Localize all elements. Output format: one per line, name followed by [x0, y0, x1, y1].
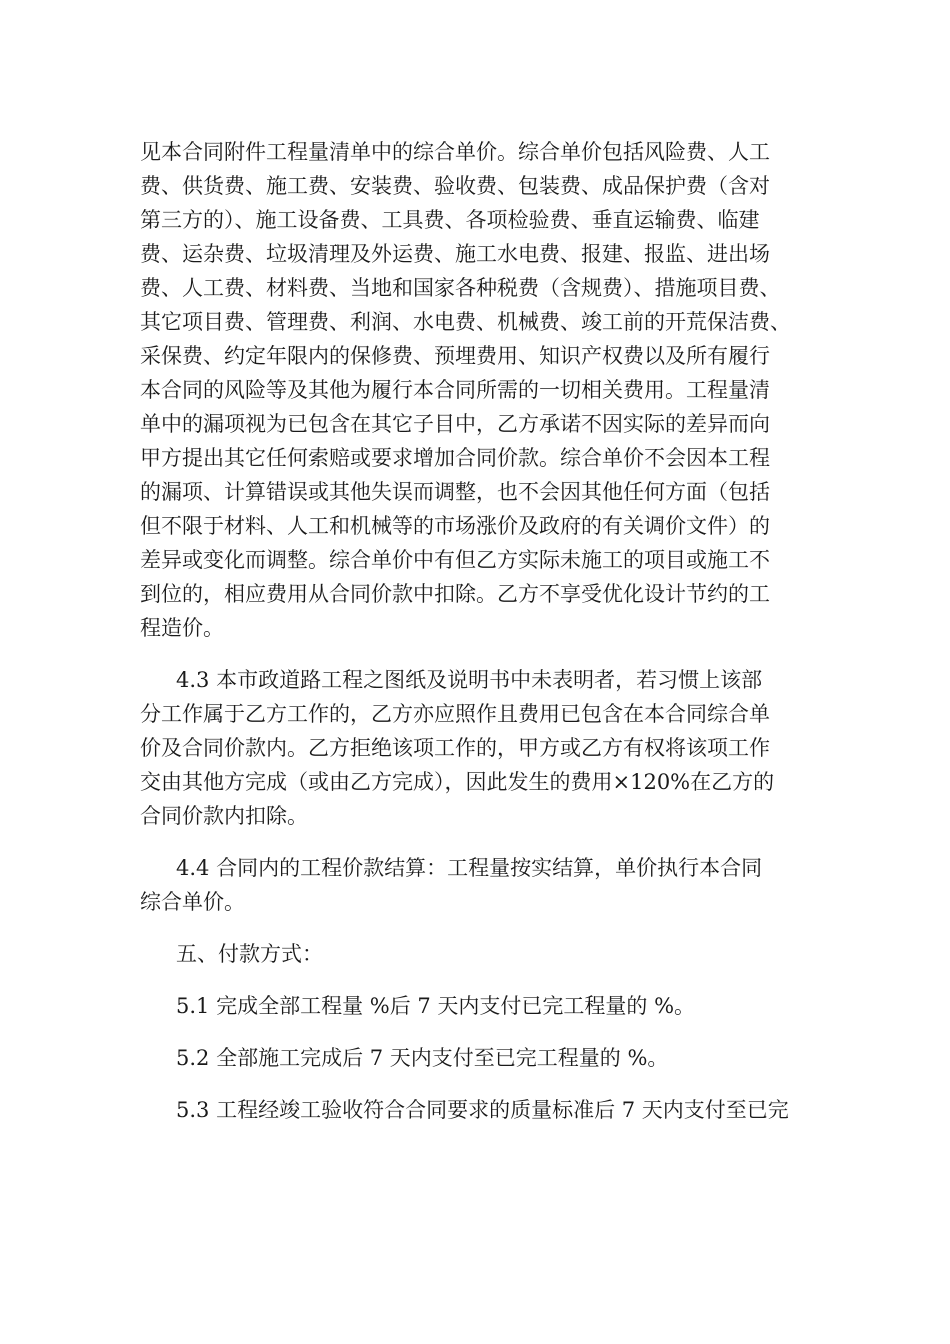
- text-line-1: 见本合同附件工程量清单中的综合单价。综合单价包括风险费、人工: [140, 140, 770, 164]
- text-line-17: 分工作属于乙方工作的，乙方亦应照作且费用已包含在本合同综合单: [140, 702, 770, 726]
- text-line-2: 费、供货费、施工费、安装费、验收费、包装费、成品保护费（含对: [140, 174, 770, 198]
- text-line-14: 到位的，相应费用从合同价款中扣除。乙方不享受优化设计节约的工: [140, 582, 770, 606]
- text-line-26: 5.3 工程经竣工验收符合合同要求的质量标准后 7 天内支付至已完: [176, 1098, 789, 1122]
- text-line-20: 合同价款内扣除。: [140, 804, 308, 828]
- text-line-21: 4.4 合同内的工程价款结算：工程量按实结算，单价执行本合同: [176, 856, 763, 880]
- text-line-10: 甲方提出其它任何索赔或要求增加合同价款。综合单价不会因本工程: [140, 446, 770, 470]
- text-line-11: 的漏项、计算错误或其他失误而调整，也不会因其他任何方面（包括: [140, 480, 770, 504]
- text-line-4: 费、运杂费、垃圾清理及外运费、施工水电费、报建、报监、进出场: [140, 242, 770, 266]
- text-line-16: 4.3 本市政道路工程之图纸及说明书中未表明者，若习惯上该部: [176, 668, 763, 692]
- section-heading: 五、付款方式：: [176, 942, 323, 966]
- text-line-6: 其它项目费、管理费、利润、水电费、机械费、竣工前的开荒保洁费、: [140, 310, 791, 334]
- text-line-12: 但不限于材料、人工和机械等的市场涨价及政府的有关调价文件）的: [140, 514, 770, 538]
- text-line-25: 5.2 全部施工完成后 7 天内支付至已完工程量的 %。: [176, 1046, 669, 1070]
- text-line-5: 费、人工费、材料费、当地和国家各种税费（含规费）、措施项目费、: [140, 276, 781, 300]
- text-line-3: 第三方的）、施工设备费、工具费、各项检验费、垂直运输费、临建: [140, 208, 760, 232]
- text-line-9: 单中的漏项视为已包含在其它子目中，乙方承诺不因实际的差异而向: [140, 412, 770, 436]
- text-line-19: 交由其他方完成（或由乙方完成），因此发生的费用×120%在乙方的: [140, 770, 775, 794]
- text-line-22: 综合单价。: [140, 890, 245, 914]
- text-line-13: 差异或变化而调整。综合单价中有但乙方实际未施工的项目或施工不: [140, 548, 770, 572]
- text-line-8: 本合同的风险等及其他为履行本合同所需的一切相关费用。工程量清: [140, 378, 770, 402]
- text-line-24: 5.1 完成全部工程量 %后 7 天内支付已完工程量的 %。: [176, 994, 696, 1018]
- text-line-18: 价及合同价款内。乙方拒绝该项工作的，甲方或乙方有权将该项工作: [140, 736, 770, 760]
- text-line-15: 程造价。: [140, 616, 224, 640]
- text-line-7: 采保费、约定年限内的保修费、预埋费用、知识产权费以及所有履行: [140, 344, 770, 368]
